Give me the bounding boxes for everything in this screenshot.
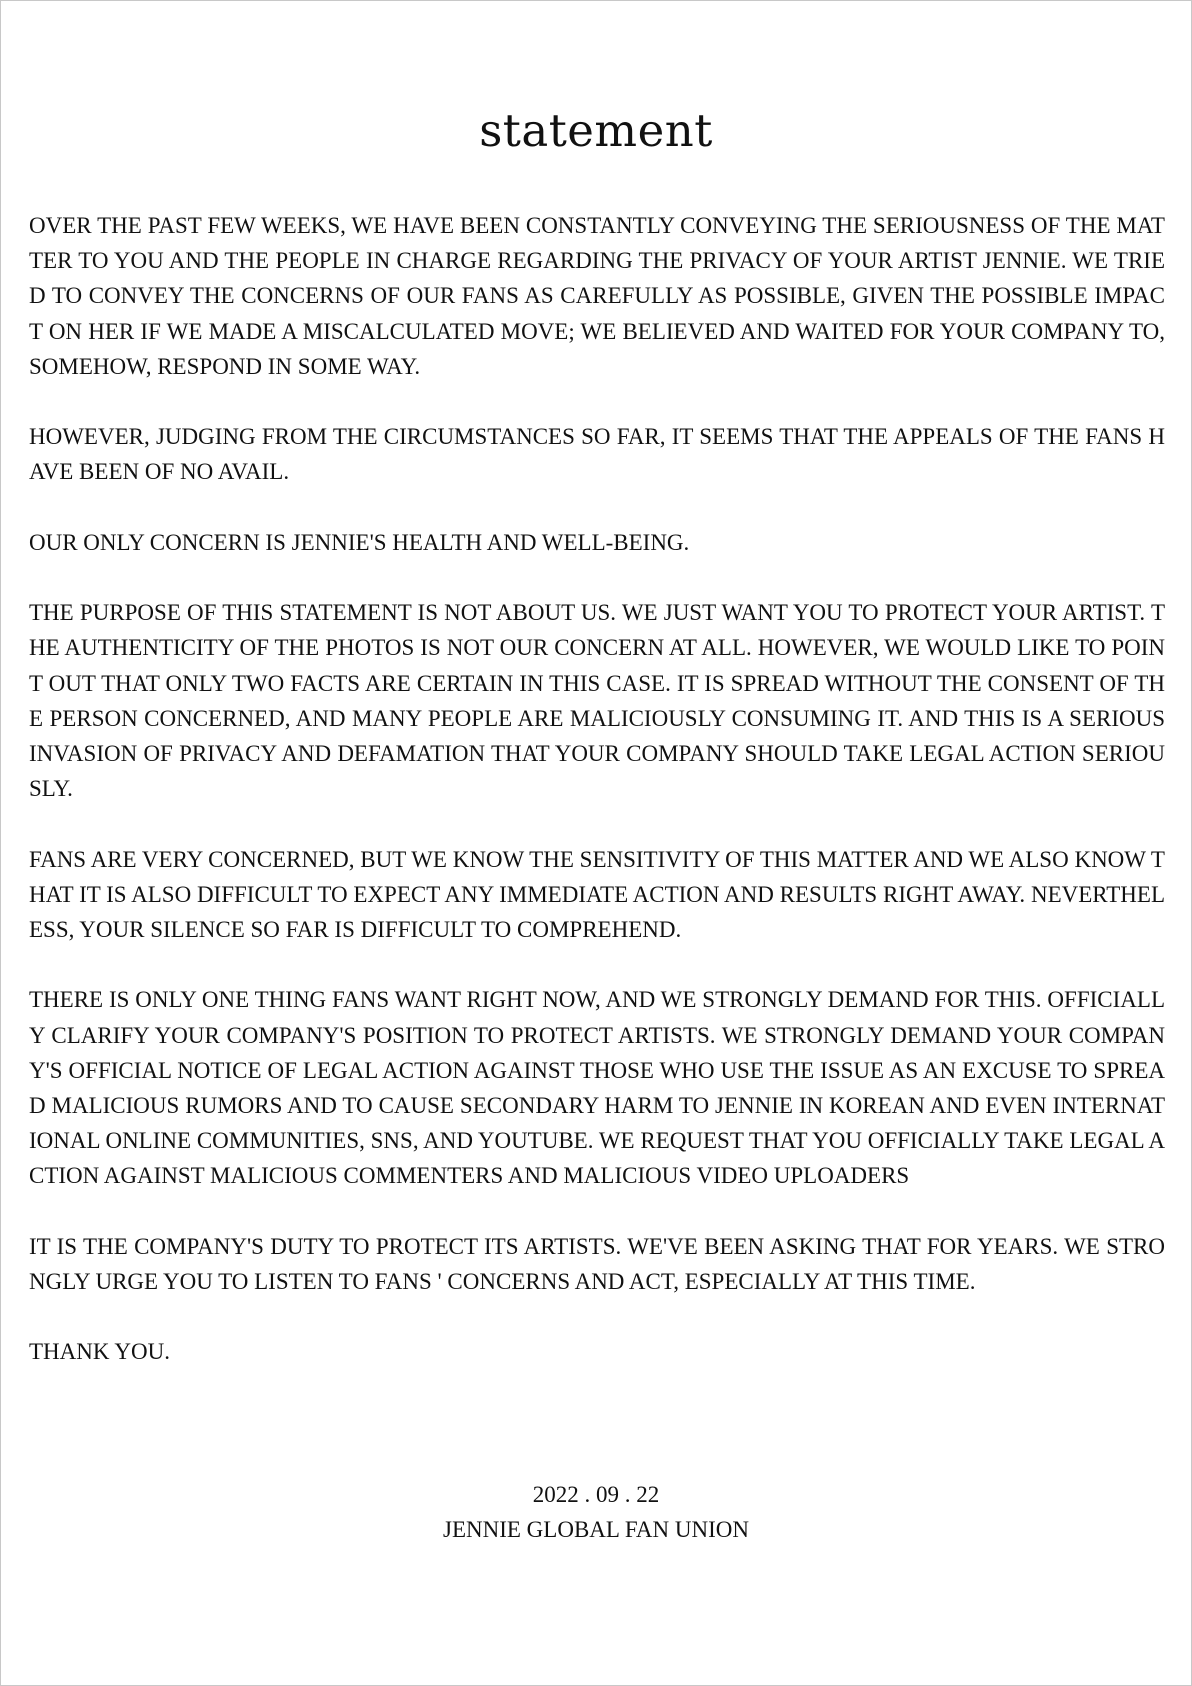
- paragraph-privacy-concerns: OVER THE PAST FEW WEEKS, WE HAVE BEEN CONSTANTLY CONVEYING THE SERIOUSNESS OF THE MATTER TO YOU AND THE PEOPLE IN CHARGE REGARDING THE PRIVACY OF YOUR ARTIST JENNIE. WE TRIED TO CONVEY THE CONCERNS OF OUR FANS AS CAREFULLY AS POSSIBLE, GIVEN THE POSSIBLE IMPACT ON HER IF WE MADE A MISCALCULATED MOVE; WE BELIEVED AND WAITED FOR YOUR COMPANY TO, SOMEHOW, RESPOND IN SOME WAY.: [29, 213, 1165, 379]
- signature-block: [1, 1477, 1191, 1547]
- paragraph-purpose: THE PURPOSE OF THIS STATEMENT IS NOT ABOUT US. WE JUST WANT YOU TO PROTECT YOUR ARTIST. THE AUTHENTICITY OF THE PHOTOS IS NOT OUR CONCERN AT ALL. HOWEVER, WE WOULD LIKE TO POINT OUT THAT ONLY TWO FACTS ARE CERTAIN IN THIS CASE. IT IS SPREAD WITHOUT THE CONSENT OF THE PERSON CONCERNED, AND MANY PEOPLE ARE MALICIOUSLY CONSUMING IT. AND THIS IS A SERIOUS INVASION OF PRIVACY AND DEFAMATION THAT YOUR COMPANY SHOULD TAKE LEGAL ACTION SERIOUSLY.: [29, 600, 1165, 802]
- paragraph-fans-concerned: FANS ARE VERY CONCERNED, BUT WE KNOW THE SENSITIVITY OF THIS MATTER AND WE ALSO KNOW THAT IT IS ALSO DIFFICULT TO EXPECT ANY IMMEDIATE ACTION AND RESULTS RIGHT AWAY. NEVERTHELESS, YOUR SILENCE SO FAR IS DIFFICULT TO COMPREHEND.: [29, 846, 1165, 942]
- paragraph-company-duty: IT IS THE COMPANY'S DUTY TO PROTECT ITS ARTISTS. WE'VE BEEN ASKING THAT FOR YEARS. WE STRONGLY URGE YOU TO LISTEN TO FANS ' CONCERNS AND ACT, ESPECIALLY AT THIS TIME.: [29, 1233, 1165, 1294]
- document-title: statement: [479, 104, 713, 157]
- signature-date: 2022 . 09 . 22: [532, 1482, 660, 1507]
- statement-body: [29, 208, 1165, 1370]
- paragraph-only-concern: OUR ONLY CONCERN IS JENNIE'S HEALTH AND WELL-BEING.: [29, 529, 690, 555]
- paragraph-appeals-no-avail: HOWEVER, JUDGING FROM THE CIRCUMSTANCES SO FAR, IT SEEMS THAT THE APPEALS OF THE FANS HAVE BEEN OF NO AVAIL.: [29, 424, 1165, 485]
- paragraph-thank-you: THANK YOU.: [29, 1339, 170, 1365]
- paragraph-demand: THERE IS ONLY ONE THING FANS WANT RIGHT NOW, AND WE STRONGLY DEMAND FOR THIS. OFFICIALLY CLARIFY YOUR COMPANY'S POSITION TO PROTECT ARTISTS. WE STRONGLY DEMAND YOUR COMPANY'S OFFICIAL NOTICE OF LEGAL ACTION AGAINST THOSE WHO USE THE ISSUE AS AN EXCUSE TO SPREAD MALICIOUS RUMORS AND TO CAUSE SECONDARY HARM TO JENNIE IN KOREAN AND EVEN INTERNATIONAL ONLINE COMMUNITIES, SNS, AND YOUTUBE. WE REQUEST THAT YOU OFFICIALLY TAKE LEGAL ACTION AGAINST MALICIOUS COMMENTERS AND MALICIOUS VIDEO UPLOADERS: [29, 987, 1165, 1189]
- signature-organization: JENNIE GLOBAL FAN UNION: [443, 1517, 749, 1542]
